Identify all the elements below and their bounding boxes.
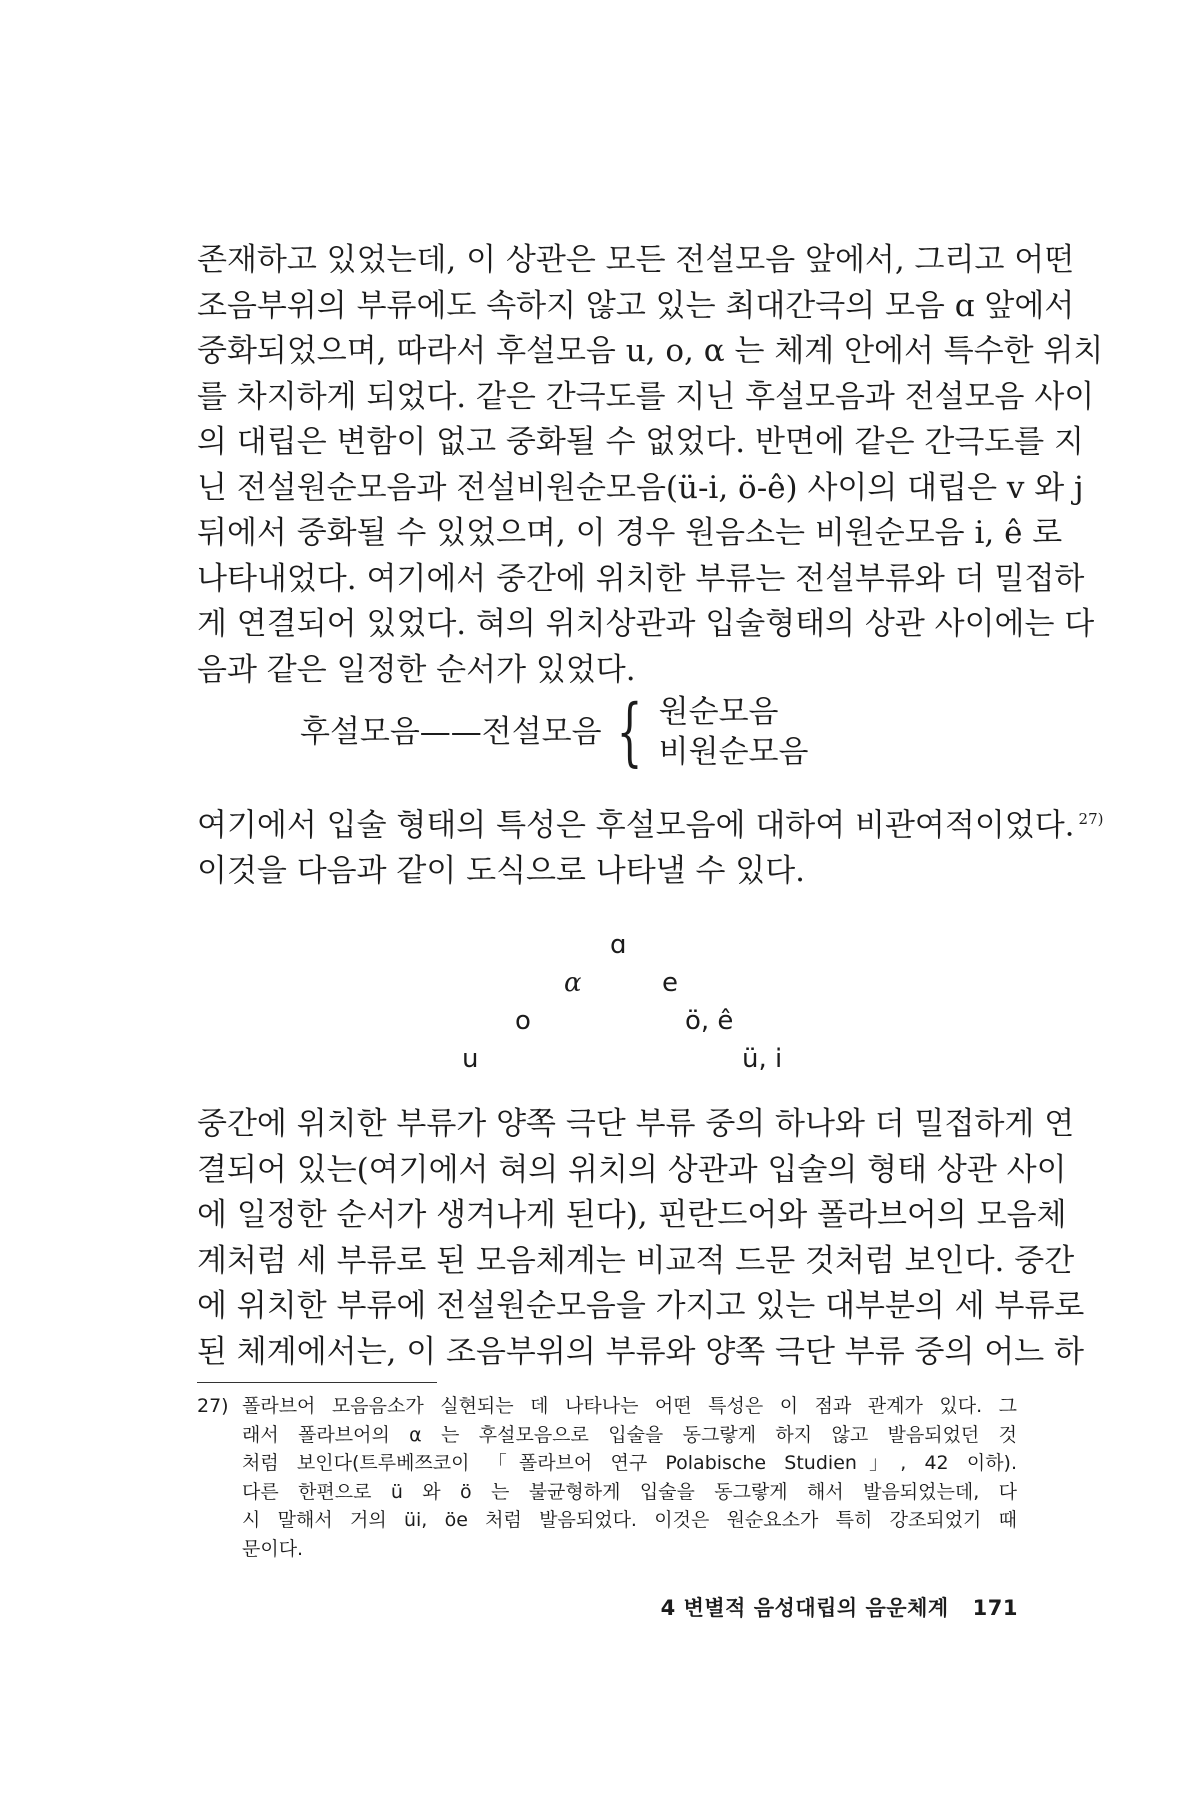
text-line: 결되어 있는(여기에서 혀의 위치의 상관과 입술의 형태 상관 사이 <box>197 1151 1067 1188</box>
text-line <box>197 797 1104 849</box>
footnote-line: 다른 한편으로 ü 와 ö 는 불균형하게 입술을 동그랗게 해서 발음되었는데, 다 <box>242 1480 1017 1503</box>
scheme-brace: { <box>616 689 643 775</box>
text-line: 게 연결되어 있었다. 혀의 위치상관과 입술형태의 상관 사이에는 다 <box>197 606 1095 642</box>
text-line: 에 위치한 부류에 전설원순모음을 가지고 있는 대부분의 세 부류로 <box>197 1288 1085 1324</box>
page-number: 171 <box>972 1596 1018 1620</box>
vowel-o-umlaut-e-circumflex: ö, ê <box>685 1006 734 1036</box>
text-line: 에 일정한 순서가 생겨나게 된다), 핀란드어와 폴라브어의 모음체 <box>197 1197 1067 1233</box>
text-line: 중간에 위치한 부류가 양쪽 극단 부류 중의 하나와 더 밀접하게 연 <box>197 1106 1075 1142</box>
paragraph-1 <box>197 238 1104 693</box>
footnote-divider <box>197 1382 437 1383</box>
text-line: 조음부위의 부류에도 속하지 않고 있는 최대간극의 모음 ɑ 앞에서 <box>197 287 1075 324</box>
text-line: 를 차지하게 되었다. 같은 간극도를 지닌 후설모음과 전설모음 사이 <box>197 378 1095 415</box>
chapter-title: 4 변별적 음성대립의 음운체계 <box>660 1596 949 1620</box>
footnote-line: 시 말해서 거의 üi, öe 처럼 발음되었다. 이것은 원순요소가 특히 강조되었기 때 <box>242 1509 1017 1531</box>
vowel-u: u <box>462 1044 479 1074</box>
text-line: 된 체계에서는, 이 조음부위의 부류와 양쪽 극단 부류 중의 어느 하 <box>197 1333 1084 1370</box>
text-line: 이것을 다음과 같이 도식으로 나타낼 수 있다. <box>197 852 806 889</box>
text-line: 닌 전설원순모음과 전설비원순모음(ü-i, ö-ê) 사이의 대립은 v 와 j <box>197 469 1084 506</box>
text-line: 나타내었다. 여기에서 중간에 위치한 부류는 전설부류와 더 밀접하 <box>197 560 1085 597</box>
text-line: 의 대립은 변함이 없고 중화될 수 없었다. 반면에 같은 간극도를 지 <box>197 424 1084 460</box>
footnote-line: 래서 폴라브어의 α 는 후설모음으로 입술을 동그랗게 하지 않고 발음되었던 것 <box>242 1423 1017 1446</box>
vowel-alpha: α <box>564 968 582 998</box>
text-line: 계처럼 세 부류로 된 모음체계는 비교적 드문 것처럼 보인다. 중간 <box>197 1242 1075 1279</box>
text-line-content: 여기에서 입술 형태의 특성은 후설모음에 대하여 비관여적이었다. <box>197 807 1075 844</box>
footnote-reference: 27) <box>1078 810 1104 828</box>
paragraph-2 <box>197 797 1104 894</box>
vowel-order-scheme <box>300 689 809 775</box>
footnote-line: 문이다. <box>242 1537 304 1560</box>
vowel-e: e <box>662 968 678 998</box>
text-line: 음과 같은 일정한 순서가 있었다. <box>197 651 636 688</box>
vowel-a: ɑ <box>610 930 627 960</box>
scheme-unrounded: 비원순모음 <box>658 734 809 770</box>
scheme-variants <box>659 692 809 772</box>
text-line: 중화되었으며, 따라서 후설모음 u, o, α 는 체계 안에서 특수한 위치 <box>197 333 1104 369</box>
running-footer <box>661 1592 1018 1622</box>
scheme-rounded: 원순모음 <box>658 694 779 730</box>
scheme-back-front: 후설모음——전설모음 <box>300 714 602 750</box>
text-line: 뒤에서 중화될 수 있었으며, 이 경우 원음소는 비원순모음 i, ê 로 <box>197 515 1063 551</box>
paragraph-3 <box>197 1102 1085 1375</box>
vowel-o: o <box>515 1006 531 1036</box>
vowel-u-umlaut-i: ü, i <box>742 1044 783 1074</box>
footnote-line: 폴라브어 모음음소가 실현되는 데 나타나는 어떤 특성은 이 점과 관계가 있다. 그 <box>242 1395 1017 1417</box>
footnote-line: 처럼 보인다(트루베쯔코이 「폴라브어 연구 Polabische Studien」, 42 이하). <box>242 1452 1017 1474</box>
footnote-body <box>242 1392 1017 1563</box>
footnote-number: 27) <box>197 1395 229 1417</box>
text-line: 존재하고 있었는데, 이 상관은 모든 전설모음 앞에서, 그리고 어떤 <box>197 242 1075 278</box>
